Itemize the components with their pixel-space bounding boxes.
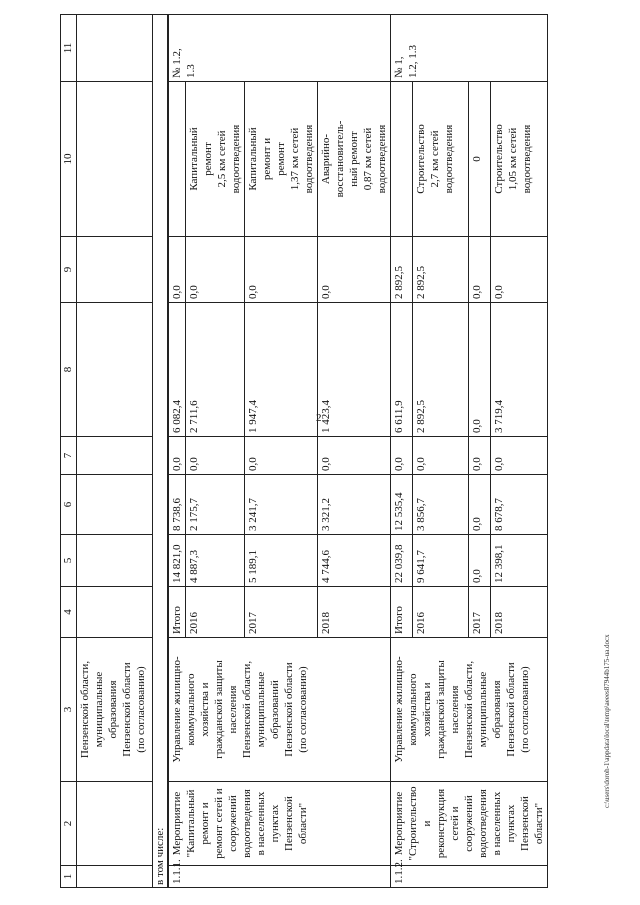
year-cell: 2018 (318, 587, 391, 638)
section-label-row (153, 15, 168, 888)
extrabudget-cell: 0,0 (169, 237, 186, 303)
total-funding-cell: 4 887,3 (186, 535, 245, 587)
local-budget-cell: 6 611,9 (391, 303, 413, 437)
local-budget-cell: 2 711,6 (186, 303, 245, 437)
extrabudget-cell: 0,0 (245, 237, 318, 303)
column-number: 9 (61, 237, 77, 303)
total-funding-cell: 14 821,0 (169, 535, 186, 587)
executor-cell: Управление жилищно- коммунального хозяйства и гражданской защиты населения Пензенской области, муниципальные образований Пензенской области (по согласованию) (169, 638, 391, 782)
column-number: 1 (61, 866, 77, 888)
year-cell: 2016 (412, 587, 469, 638)
result-cell (169, 82, 186, 237)
year-cell: 2017 (245, 587, 318, 638)
measure-number-cell: 1.1.1. (169, 866, 391, 888)
column-number: 8 (61, 303, 77, 437)
extrabudget-cell: 0,0 (491, 237, 548, 303)
result-cell: Аварийно- восстановитель- ный ремонт 0,87 км сетей водоотведения (318, 82, 391, 237)
executor-cell: Управление жилищно- коммунального хозяйства и гражданской защиты населения Пензенской области, муниципальные образования Пензенской области (по согласованию) (391, 638, 548, 782)
year-cell: 2016 (186, 587, 245, 638)
extrabudget-cell: 0,0 (186, 237, 245, 303)
local-budget-cell: 0,0 (469, 303, 491, 437)
rotated-table-container (60, 15, 620, 888)
measure-name-cell: Мероприятие "Строительство и реконструкция сетей и сооружений водоотведения в населенных пунктах Пензенской области" (391, 782, 548, 866)
column-number: 6 (61, 475, 77, 535)
regional-budget-cell: 2 175,7 (186, 475, 245, 535)
federal-budget-cell: 0,0 (169, 437, 186, 475)
year-cell: Итого (169, 587, 186, 638)
local-budget-cell: 1 947,4 (245, 303, 318, 437)
continued-row (77, 15, 153, 888)
table-row (391, 15, 413, 888)
federal-budget-cell: 0,0 (391, 437, 413, 475)
result-cell: Строительство 1,05 км сетей водоотведения (491, 82, 548, 237)
regional-budget-cell: 3 321,2 (318, 475, 391, 535)
result-cell: Капитальный ремонт и ремонт 1,37 км сетей водоотведения (245, 82, 318, 237)
extrabudget-cell: 2 892,5 (412, 237, 469, 303)
measure-number-cell: 1.1.2. (391, 866, 548, 888)
result-cell: Капитальный ремонт 2,5 км сетей водоотведения (186, 82, 245, 237)
year-cell: 2017 (469, 587, 491, 638)
regional-budget-cell: 8 678,7 (491, 475, 548, 535)
regional-budget-cell: 0,0 (469, 475, 491, 535)
total-funding-cell: 12 398,1 (491, 535, 548, 587)
file-path-footer: c:\users\doroh-1\appdata\local\temp\aeees87944b175-ua.docx (603, 634, 611, 808)
total-funding-cell: 4 744,6 (318, 535, 391, 587)
local-budget-cell: 2 892,5 (412, 303, 469, 437)
regional-budget-cell: 3 856,7 (412, 475, 469, 535)
total-funding-cell: 0,0 (469, 535, 491, 587)
indicator-ref-cell: № 1.2, 1.3 (169, 15, 391, 82)
total-funding-cell: 5 189,1 (245, 535, 318, 587)
regional-budget-cell: 3 241,7 (245, 475, 318, 535)
local-budget-cell: 6 082,4 (169, 303, 186, 437)
column-number: 2 (61, 782, 77, 866)
budget-table (60, 14, 168, 888)
result-cell (391, 82, 413, 237)
column-number: 11 (61, 15, 77, 82)
continued-executor-cell: Пензенской области, муниципальные образования Пензенской области (по согласованию) (77, 638, 153, 782)
column-number: 5 (61, 535, 77, 587)
column-number: 4 (61, 587, 77, 638)
extrabudget-cell: 0,0 (469, 237, 491, 303)
measure-name-cell: Мероприятие "Капитальный ремонт и ремонт сетей и сооружений водоотведения в населенных пунктах Пензенской области" (169, 782, 391, 866)
section-label: в том числе: (153, 15, 168, 888)
column-number-row (61, 15, 77, 888)
total-funding-cell: 22 039,8 (391, 535, 413, 587)
federal-budget-cell: 0,0 (186, 437, 245, 475)
local-budget-cell: 1 423,4 (318, 303, 391, 437)
result-cell: Строительство 2,7 км сетей водоотведения (412, 82, 469, 237)
year-cell: Итого (391, 587, 413, 638)
extrabudget-cell: 2 892,5 (391, 237, 413, 303)
result-cell: 0 (469, 82, 491, 237)
column-number: 7 (61, 437, 77, 475)
column-number: 10 (61, 82, 77, 237)
measures-table (168, 14, 548, 888)
year-cell: 2018 (491, 587, 548, 638)
table-row (169, 15, 186, 888)
regional-budget-cell: 8 738,6 (169, 475, 186, 535)
indicator-ref-cell: № 1, 1.2, 1.3 (391, 15, 548, 82)
total-funding-cell: 9 641,7 (412, 535, 469, 587)
regional-budget-cell: 12 535,4 (391, 475, 413, 535)
federal-budget-cell: 0,0 (469, 437, 491, 475)
federal-budget-cell: 0,0 (491, 437, 548, 475)
page-number: 2 (316, 412, 322, 424)
extrabudget-cell: 0,0 (318, 237, 391, 303)
local-budget-cell: 3 719,4 (491, 303, 548, 437)
federal-budget-cell: 0,0 (318, 437, 391, 475)
federal-budget-cell: 0,0 (412, 437, 469, 475)
federal-budget-cell: 0,0 (245, 437, 318, 475)
column-number: 3 (61, 638, 77, 782)
